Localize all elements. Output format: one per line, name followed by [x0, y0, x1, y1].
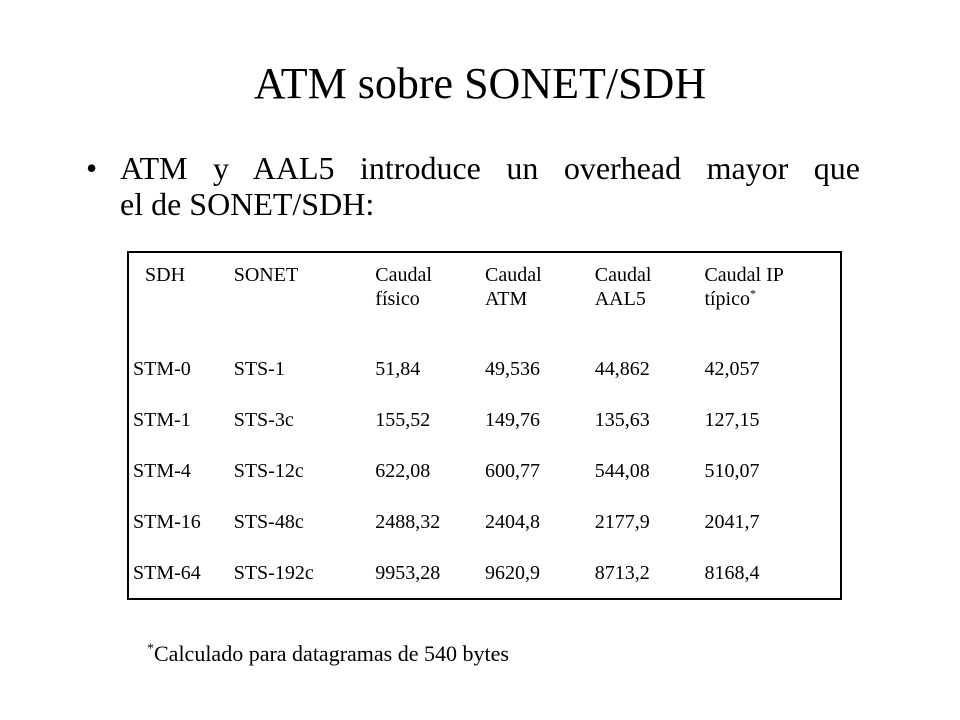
header-sonet: SONET	[233, 264, 299, 286]
cell-sdh: STM-4	[133, 459, 191, 482]
cell-sdh: STM-16	[133, 510, 201, 533]
cell-caudal-fisico: 155,52	[375, 408, 431, 431]
bullet-text-line-2: el de SONET/SDH:	[120, 186, 375, 222]
cell-sonet: STS-192c	[233, 561, 314, 584]
table-row	[128, 445, 841, 496]
header-caudal-ip: Caudal IP típico*	[704, 264, 784, 310]
cell-caudal-ip: 2041,7	[704, 510, 760, 533]
cell-caudal-ip: 510,07	[704, 459, 760, 482]
cell-caudal-aal5: 544,08	[594, 459, 650, 482]
table-row	[128, 394, 841, 445]
cell-caudal-atm: 2404,8	[485, 510, 541, 533]
header-sdh: SDH	[145, 264, 186, 286]
cell-caudal-aal5: 8713,2	[594, 561, 650, 584]
header-caudal-atm: Caudal ATM	[485, 264, 542, 310]
throughput-table	[127, 251, 842, 600]
cell-caudal-atm: 9620,9	[485, 561, 541, 584]
cell-caudal-fisico: 9953,28	[375, 561, 441, 584]
cell-caudal-fisico: 2488,32	[375, 510, 441, 533]
table-header-row	[128, 252, 841, 343]
cell-sonet: STS-48c	[233, 510, 304, 533]
table-row	[128, 547, 841, 599]
bullet-text	[120, 150, 860, 222]
header-footnote-marker: *	[749, 286, 756, 301]
cell-sonet: STS-12c	[233, 459, 304, 482]
footnote	[147, 640, 509, 668]
cell-sdh: STM-64	[133, 561, 201, 584]
header-caudal-fisico: Caudal físico	[375, 264, 432, 310]
footnote-marker: *	[147, 641, 154, 657]
header-caudal-aal5: Caudal AAL5	[594, 264, 652, 310]
slide-title: ATM sobre SONET/SDH	[253, 59, 707, 108]
cell-caudal-atm: 600,77	[485, 459, 541, 482]
cell-caudal-fisico: 622,08	[375, 459, 431, 482]
cell-caudal-ip: 42,057	[704, 357, 760, 380]
cell-sonet: STS-1	[233, 357, 285, 380]
cell-sonet: STS-3c	[233, 408, 294, 431]
cell-caudal-aal5: 2177,9	[594, 510, 650, 533]
cell-caudal-aal5: 135,63	[594, 408, 650, 431]
cell-caudal-atm: 49,536	[485, 357, 541, 380]
table-row	[128, 496, 841, 547]
cell-caudal-aal5: 44,862	[594, 357, 650, 380]
bullet-marker: •	[86, 150, 98, 186]
cell-caudal-ip: 127,15	[704, 408, 760, 431]
cell-sdh: STM-0	[133, 357, 191, 380]
cell-caudal-ip: 8168,4	[704, 561, 760, 584]
cell-caudal-atm: 149,76	[485, 408, 541, 431]
table-row	[128, 343, 841, 394]
cell-sdh: STM-1	[133, 408, 191, 431]
bullet-text-line-1: ATM y AAL5 introduce un overhead mayor que	[120, 150, 860, 186]
cell-caudal-fisico: 51,84	[375, 357, 421, 380]
footnote-text: Calculado para datagramas de 540 bytes	[154, 641, 509, 666]
